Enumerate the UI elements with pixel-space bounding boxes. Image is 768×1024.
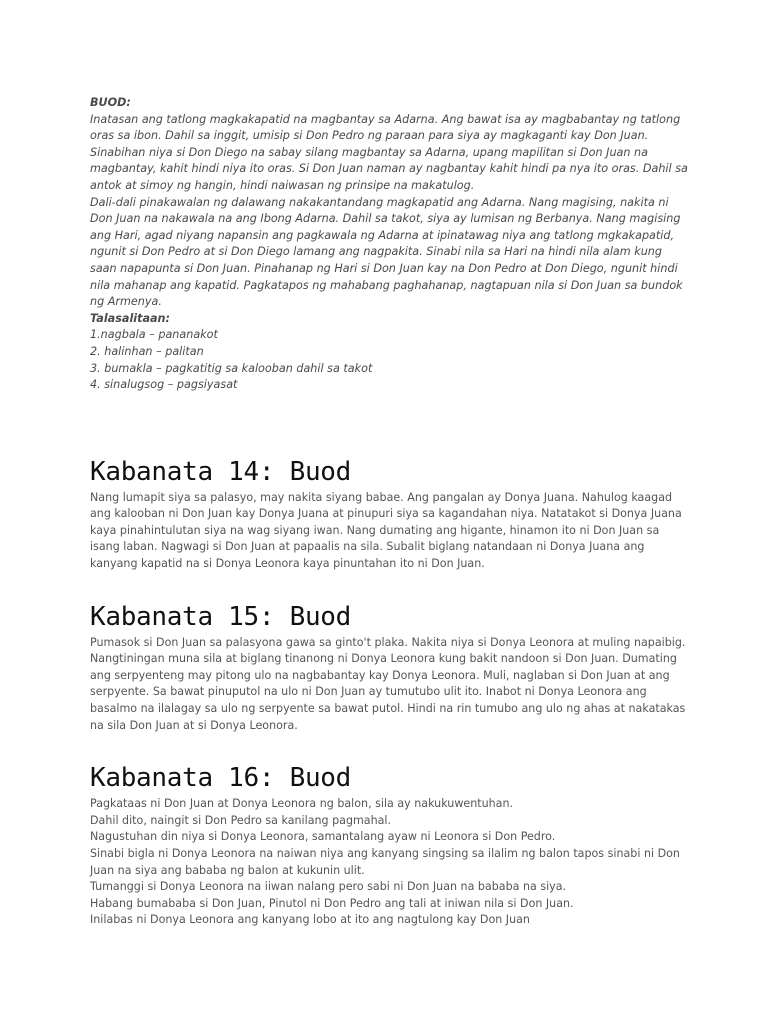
- vocab-list: [90, 327, 690, 393]
- chapter-16-line: Pagkataas ni Don Juan at Donya Leonora ng balon, sila ay nakukuwentuhan.: [90, 797, 514, 811]
- vocab-item: 1.nagbala – pananakot: [90, 328, 218, 342]
- chapter-16-body: [90, 796, 690, 929]
- chapter-16-line: Inilabas ni Donya Leonora ang kanyang lobo at ito ang nagtulong kay Don Juan: [90, 913, 530, 927]
- chapter-16-line: Nagustuhan din niya si Donya Leonora, samantalang ayaw ni Leonora si Don Pedro.: [90, 830, 556, 844]
- chapter-14-body: [90, 490, 690, 573]
- chapter-16-line: Sinabi bigla ni Donya Leonora na naiwan niya ang kanyang singsing sa ilalim ng balon tapos sinabi ni Don Juan na siya ang bababa ng balon at kukunin ulit.: [90, 847, 680, 877]
- summary-paragraph-2: Dali-dali pinakawalan ng dalawang nakakantandang magkapatid ang Adarna. Nang magising, nakita ni Don Juan na nakawala na ang Ibong Adarna. Dahil sa takot, siya ay lumisan ng Berbanya. Nang magising ang Hari, agad niyang napansin ang pagkawala ng Adarna at ipinatawag niya ang tatlong mgkakapatid, ngunit si Don Pedro at si Don Diego lamang ang nagpakita. Sinabi nila sa Hari na hindi nila alam kung saan napapunta si Don Juan. Pinahanap ng Hari si Don Juan kay na Don Pedro at Don Diego, ngunit hindi nila mahanap ang kapatid. Pagkatapos ng mahabang paghahanap, nagtapuan nila si Don Juan sa bundok ng Armenya.: [90, 195, 683, 309]
- chapter-15-title: Kabanata 15: Buod: [90, 601, 352, 632]
- summary-label: BUOD:: [90, 96, 131, 109]
- chapter-15-paragraph: Pumasok si Don Juan sa palasyona gawa sa ginto't plaka. Nakita niya si Donya Leonora at muling napaibig. Nangtiningan muna sila at biglang tinanong ni Donya Leonora kung bakit nandoon si Don Juan. Dumating ang serpyenteng may pitong ulo na nagbabantay kay Donya Leonora. Muli, naglaban si Don Juan at ang serpyente. Sa bawat pinuputol na ulo ni Don Juan ay tumutubo ulit ito. Inabot ni Donya Leonora ang basalmo na ilalagay sa ulo ng serpyente sa bawat putol. Hindi na rin tumubo ang ulo ng ahas at nakatakas na sila Don Juan at si Donya Leonora.: [90, 635, 686, 732]
- vocab-label: Talasalitaan:: [90, 311, 170, 325]
- document-page: [90, 95, 690, 929]
- vocab-item: 3. bumakla – pagkatitig sa kalooban dahil sa takot: [90, 361, 373, 375]
- chapter-14-paragraph: Nang lumapit siya sa palasyo, may nakita siyang babae. Ang pangalan ay Donya Juana. Nahulog kaagad ang kalooban ni Don Juan kay Donya Juana at pinupuri siya sa kagandahan niya. Natatakot si Donya Juana kaya pinahintulutan siya na wag siyang iwan. Nang dumating ang higante, hinamon ito ni Don Juan sa isang laban. Nagwagi si Don Juan at papaalis na sila. Subalit biglang natandaan ni Donya Juana ang kanyang kapatid na si Donya Leonora kaya pinuntahan ito ni Don Juan.: [90, 490, 682, 571]
- vocab-item: 4. sinalugsog – pagsiyasat: [90, 378, 238, 392]
- chapter-16-line: Tumanggi si Donya Leonora na iiwan nalang pero sabi ni Don Juan na bababa na siya.: [90, 880, 567, 894]
- chapter-16-line: Habang bumababa si Don Juan, Pinutol ni Don Pedro ang tali at iniwan nila si Don Juan.: [90, 896, 574, 910]
- chapter-14-title: Kabanata 14: Buod: [90, 456, 352, 487]
- summary-paragraph-1: Inatasan ang tatlong magkakapatid na magbantay sa Adarna. Ang bawat isa ay magbabantay ng tatlong oras sa ibon. Dahil sa inggit, umisip si Don Pedro ng paraan para siya ay magkaganti kay Don Juan. Sinabihan niya si Don Diego na sabay silang magbantay sa Adarna, upang mapilitan si Don Juan na magbantay, kahit hindi niya ito oras. Si Don Juan naman ay nagbantay kahit hindi pa nya ito oras. Dahil sa antok at simoy ng hangin, hindi naiwasan ng prinsipe na makatulog.: [90, 112, 688, 192]
- chapter-15-body: [90, 635, 690, 735]
- chapter-16-title: Kabanata 16: Buod: [90, 763, 352, 794]
- summary-section: [90, 95, 690, 394]
- vocab-item: 2. halinhan – palitan: [90, 344, 204, 358]
- chapter-16-line: Dahil dito, naingit si Don Pedro sa kanilang pagmahal.: [90, 813, 392, 827]
